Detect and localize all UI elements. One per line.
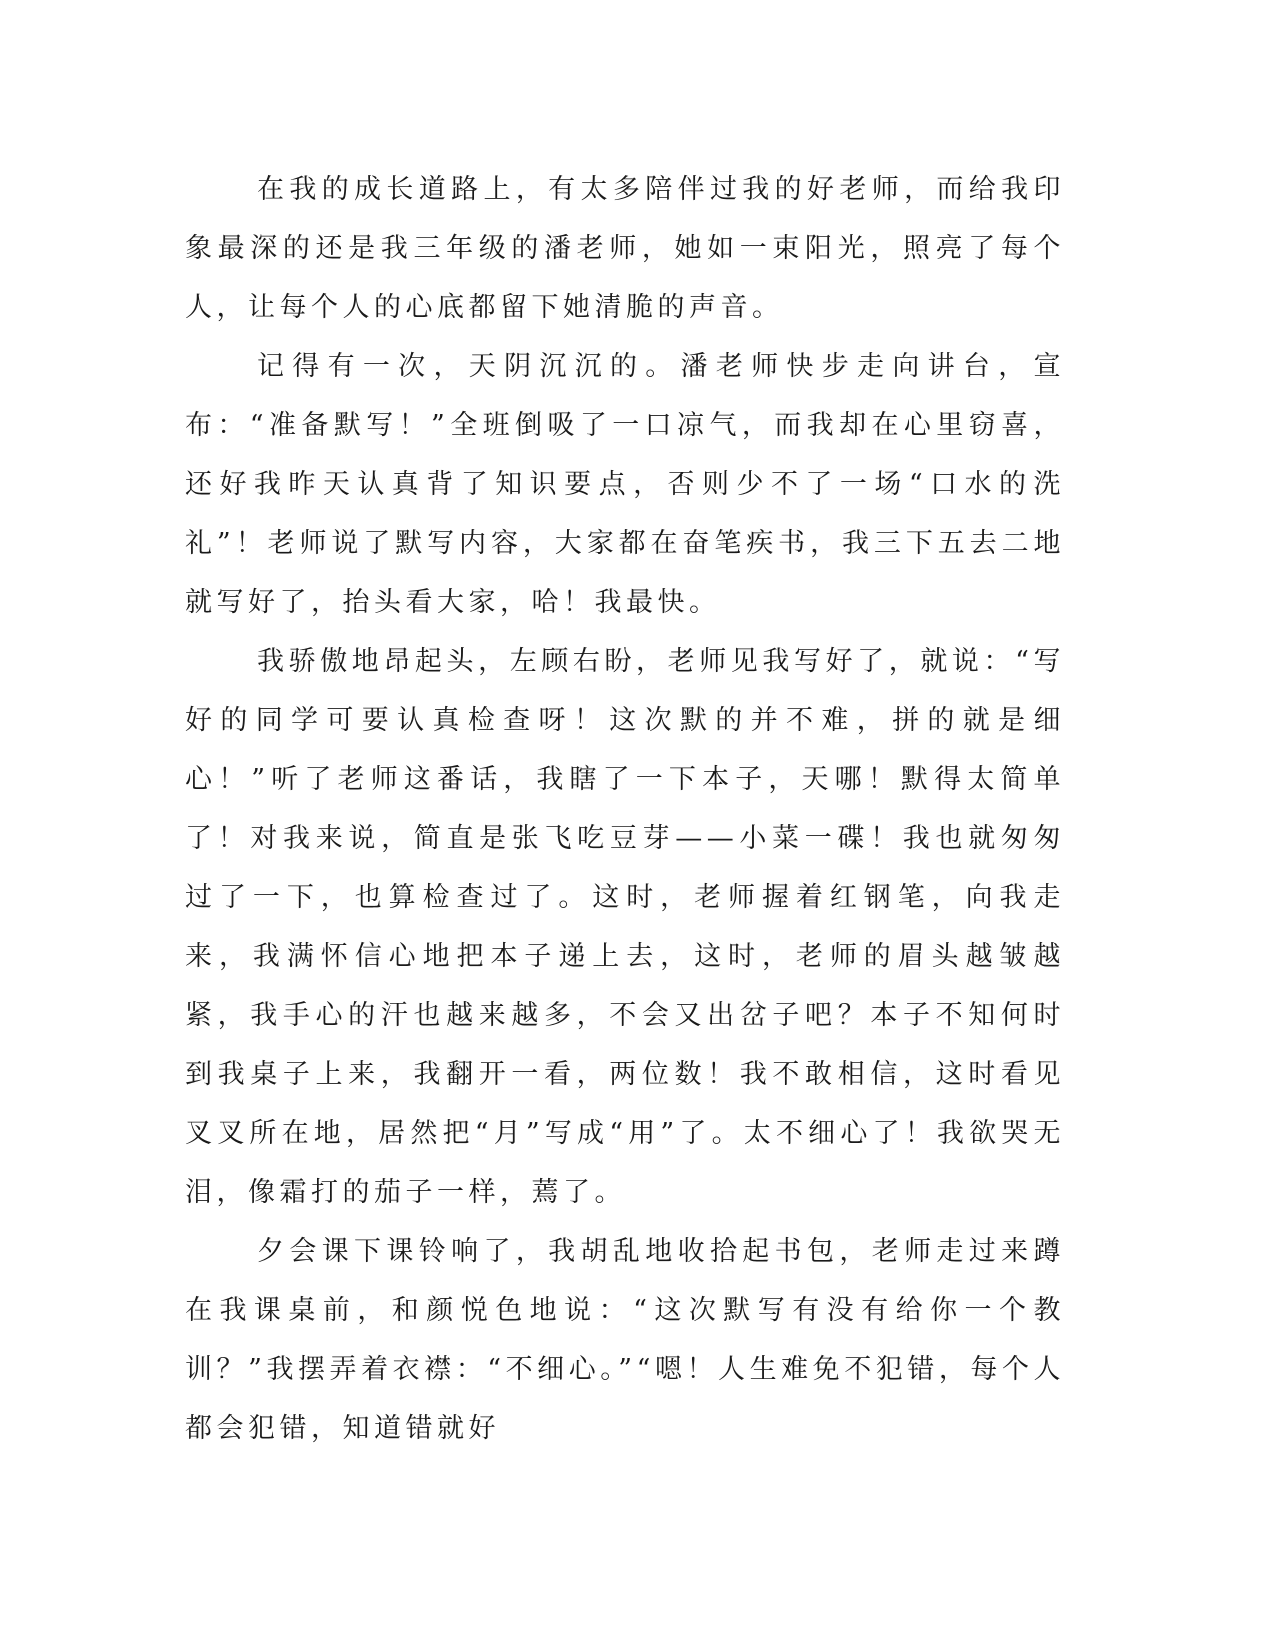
paragraph-1: 在我的成长道路上，有太多陪伴过我的好老师，而给我印象最深的还是我三年级的潘老师，她如一束阳光，照亮了每个人，让每个人的心底都留下她清脆的声音。: [185, 174, 1065, 323]
paragraph-2: 记得有一次，天阴沉沉的。潘老师快步走向讲台，宣布：“准备默写！”全班倒吸了一口凉气，而我却在心里窃喜，还好我昨天认真背了知识要点，否则少不了一场“口水的洗礼”！老师说了默写内容，大家都在奋笔疾书，我三下五去二地就写好了，抬头看大家，哈！我最快。: [185, 351, 1065, 618]
paragraph-3: 我骄傲地昂起头，左顾右盼，老师见我写好了，就说：“写好的同学可要认真检查呀！这次默的并不难，拼的就是细心！”听了老师这番话，我瞎了一下本子，天哪！默得太简单了！对我来说，简直是张飞吃豆芽——小菜一碟！我也就匆匆过了一下，也算检查过了。这时，老师握着红钢笔，向我走来，我满怀信心地把本子递上去，这时，老师的眉头越皱越紧，我手心的汗也越来越多，不会又出岔子吧？本子不知何时到我桌子上来，我翻开一看，两位数！我不敢相信，这时看见叉叉所在地，居然把“月”写成“用”了。太不细心了！我欲哭无泪，像霜打的茄子一样，蔫了。: [185, 646, 1065, 1208]
document-body: [185, 160, 1065, 1458]
paragraph-4: 夕会课下课铃响了，我胡乱地收拾起书包，老师走过来蹲在我课桌前，和颜悦色地说：“这次默写有没有给你一个教训？”我摆弄着衣襟：“不细心。”“嗯！人生难免不犯错，每个人都会犯错，知道错就好: [185, 1236, 1065, 1444]
